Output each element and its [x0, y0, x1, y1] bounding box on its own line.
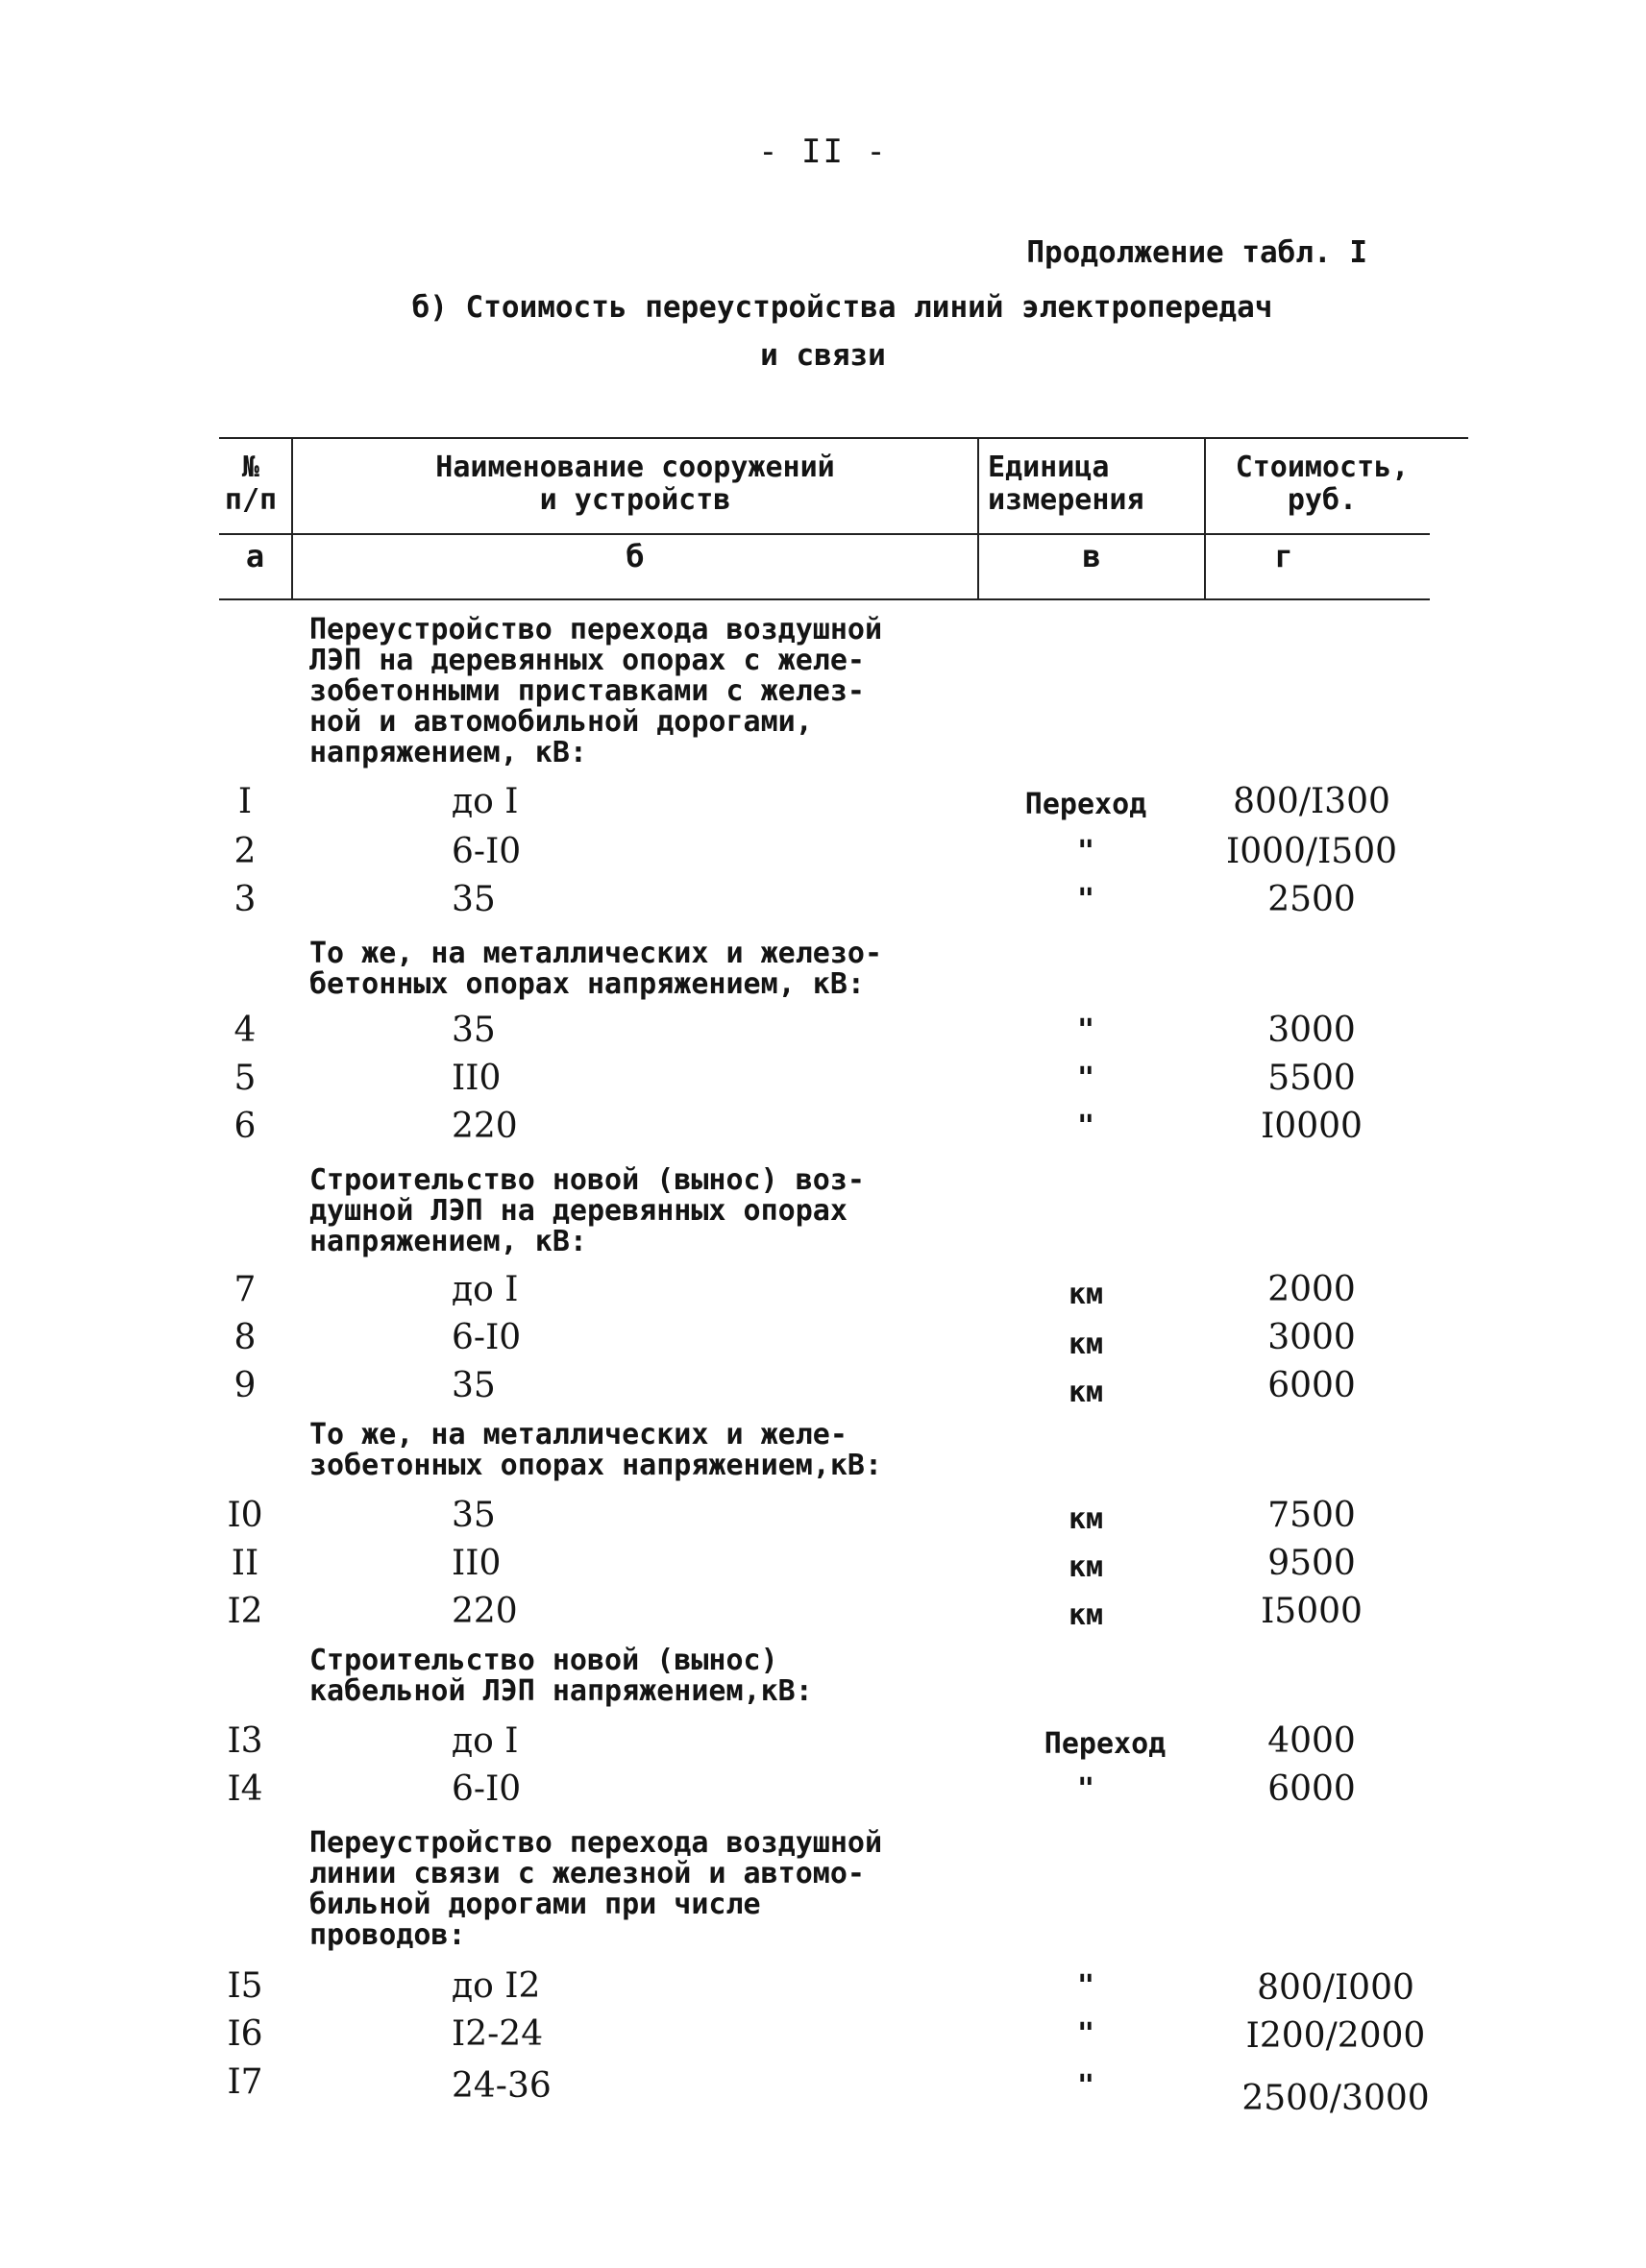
row-1-unit: Переход [1024, 788, 1147, 821]
row-14-cost: 6000 [1267, 1769, 1356, 1809]
header-unit: Единица измерения [988, 451, 1144, 517]
row-16-value: I2-24 [452, 2014, 544, 2054]
row-16-cost: I200/2000 [1245, 2016, 1426, 2056]
section-2-description: То же, на металлических и железо- бетонных опорах напряжением, кВ: [309, 937, 883, 1001]
table-continuation-label: Продолжение табл. I [1026, 235, 1367, 270]
section-3-description: Строительство новой (вынос) воз- душной ЛЭП на деревянных опорах напряжением, кВ: [309, 1163, 865, 1258]
row-12-cost: I5000 [1261, 1592, 1363, 1631]
row-14-num: I4 [227, 1769, 263, 1809]
row-3-cost: 2500 [1267, 880, 1356, 919]
row-12-unit: км [1068, 1598, 1104, 1632]
row-6-value: 220 [452, 1107, 518, 1146]
col-letter-v: в [1082, 538, 1101, 574]
section-1-description: Переустройство перехода воздушной ЛЭП на деревянных опорах с желе- зобетонными приставками с желез- ной и автомобильной дорогами, напряжением, кВ: [309, 613, 883, 769]
row-3-value: 35 [452, 880, 496, 919]
heading-line-1: б) Стоимость переустройства линий электропередач [411, 290, 1273, 325]
row-12-value: 220 [452, 1592, 518, 1631]
page-number: - II - [758, 133, 888, 171]
row-15-num: I5 [227, 1966, 263, 2006]
col-letter-g: г [1274, 538, 1293, 574]
row-2-cost: I000/I500 [1226, 832, 1397, 871]
row-11-value: II0 [452, 1544, 502, 1583]
row-16-unit: " [1076, 2017, 1095, 2051]
row-13-cost: 4000 [1267, 1721, 1356, 1761]
row-3-unit: " [1076, 883, 1095, 916]
row-10-cost: 7500 [1267, 1496, 1356, 1535]
header-name: Наименование сооружений и устройств [435, 451, 835, 517]
row-10-value: 35 [452, 1496, 496, 1535]
col-divider-3 [1204, 437, 1206, 598]
row-10-num: I0 [227, 1496, 263, 1535]
row-4-cost: 3000 [1267, 1011, 1356, 1050]
row-7-value: до I [452, 1270, 519, 1309]
row-13-value: до I [452, 1721, 519, 1761]
row-6-cost: I0000 [1261, 1107, 1363, 1146]
row-13-unit: Переход [1044, 1727, 1167, 1761]
row-8-value: 6-I0 [452, 1318, 522, 1357]
row-5-num: 5 [233, 1059, 257, 1098]
row-17-value: 24-36 [452, 2066, 552, 2106]
row-8-num: 8 [233, 1318, 257, 1357]
header-cost: Стоимость, руб. [1235, 451, 1410, 517]
row-17-unit: " [1076, 2069, 1095, 2103]
row-1-value: до I [452, 782, 519, 821]
row-3-num: 3 [233, 880, 257, 919]
col-letter-b: б [626, 538, 645, 574]
row-1-num: I [237, 782, 253, 821]
row-11-cost: 9500 [1267, 1544, 1356, 1583]
row-9-value: 35 [452, 1366, 496, 1405]
table-top-rule [219, 437, 1468, 439]
row-4-value: 35 [452, 1011, 496, 1050]
section-4-description: То же, на металлических и желе- зобетонных опорах напряжением,кВ: [309, 1418, 883, 1482]
row-12-num: I2 [227, 1592, 263, 1631]
row-7-cost: 2000 [1267, 1270, 1356, 1309]
row-10-unit: км [1068, 1502, 1104, 1536]
heading-line-2: и связи [760, 338, 886, 373]
row-13-num: I3 [227, 1721, 263, 1761]
col-divider-1 [291, 437, 293, 598]
col-divider-2 [977, 437, 979, 598]
row-17-num: I7 [227, 2062, 263, 2102]
row-4-num: 4 [233, 1011, 257, 1050]
letters-bottom-rule [219, 598, 1430, 600]
row-2-unit: " [1076, 835, 1095, 868]
row-9-unit: км [1068, 1376, 1104, 1409]
row-14-unit: " [1076, 1772, 1095, 1806]
row-15-value: до I2 [452, 1966, 541, 2006]
row-5-cost: 5500 [1267, 1059, 1356, 1098]
row-17-cost: 2500/3000 [1241, 2079, 1430, 2118]
row-14-value: 6-I0 [452, 1769, 522, 1809]
section-5-description: Строительство новой (вынос) кабельной ЛЭП напряжением,кВ: [309, 1644, 813, 1708]
row-2-num: 2 [233, 832, 257, 871]
row-5-value: II0 [452, 1059, 502, 1098]
header-num: № п/п [224, 451, 278, 517]
row-16-num: I6 [227, 2014, 263, 2054]
row-2-value: 6-I0 [452, 832, 522, 871]
row-4-unit: " [1076, 1013, 1095, 1047]
row-7-unit: км [1068, 1278, 1104, 1311]
col-letter-a: а [245, 538, 265, 574]
row-11-num: II [231, 1544, 259, 1583]
row-9-cost: 6000 [1267, 1366, 1356, 1405]
row-11-unit: км [1068, 1550, 1104, 1584]
row-15-cost: 800/I000 [1257, 1968, 1414, 2008]
header-divider-rule [219, 533, 1430, 535]
row-5-unit: " [1076, 1061, 1095, 1095]
row-15-unit: " [1076, 1969, 1095, 2003]
row-6-unit: " [1076, 1110, 1095, 1143]
table-heading [0, 283, 1646, 379]
row-8-unit: км [1068, 1328, 1104, 1361]
row-6-num: 6 [233, 1107, 257, 1146]
row-7-num: 7 [233, 1270, 257, 1309]
row-9-num: 9 [233, 1366, 257, 1405]
section-6-description: Переустройство перехода воздушной линии связи с железной и автомо- бильной дорогами при числе проводов: [309, 1826, 883, 1952]
row-8-cost: 3000 [1267, 1318, 1356, 1357]
row-1-cost: 800/I300 [1233, 782, 1390, 821]
